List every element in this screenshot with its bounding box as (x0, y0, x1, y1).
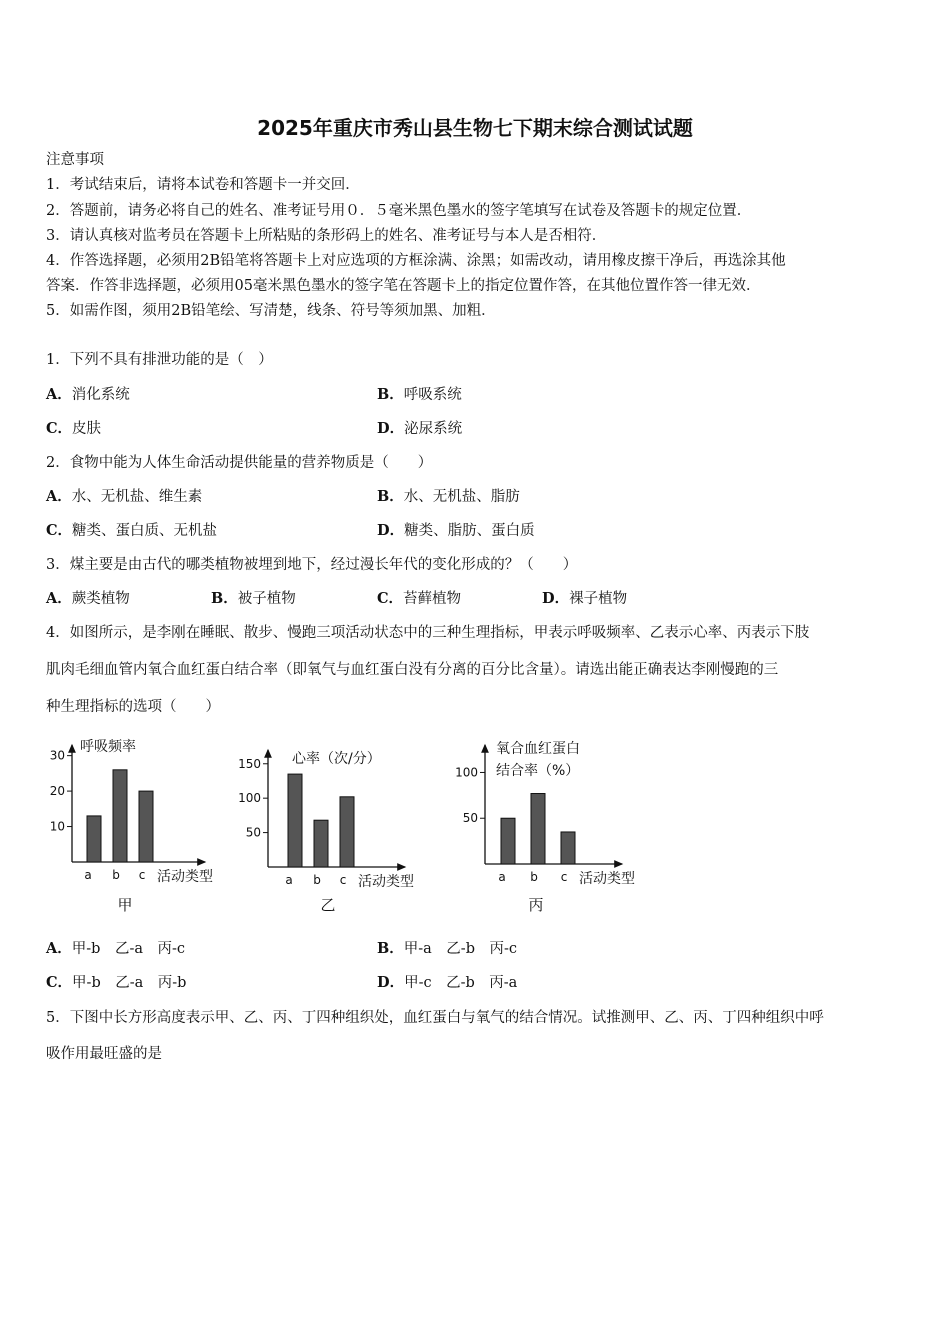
x-tick-label: c (560, 870, 568, 884)
x-tick-label: b (530, 870, 538, 884)
option-d[interactable]: D．甲-c 乙-b 丙-a (377, 974, 518, 991)
x-tick-label: a (84, 868, 92, 882)
bar (314, 820, 328, 867)
bar (531, 794, 545, 864)
y-axis-label: 结合率（%） (496, 763, 580, 779)
x-tick-label: a (498, 870, 506, 884)
option-a[interactable]: A．蕨类植物 (46, 590, 130, 607)
bar (340, 797, 354, 867)
question-stem: 2．食物中能为人体生命活动提供能量的营养物质是（ ） (46, 455, 433, 471)
chart-title: 丙 (528, 896, 544, 914)
bar (87, 816, 101, 862)
question-stem-line: 5．下图中长方形高度表示甲、乙、丙、丁四种组织处，血红蛋白与氧气的结合情况。试推测甲、乙、丙、丁四种组织中呼 (46, 1010, 824, 1026)
x-tick-label: b (313, 873, 321, 887)
y-tick-label: 50 (462, 811, 478, 826)
x-tick-label: a (285, 873, 293, 887)
chart-title: 乙 (320, 896, 336, 914)
option-a[interactable]: A．甲-b 乙-a 丙-c (46, 940, 186, 957)
option-d[interactable]: D．裸子植物 (542, 590, 628, 607)
bar (561, 832, 575, 864)
notice-item: 5．如需作图，须用2B铅笔绘、写清楚，线条、符号等须加黑、加粗． (46, 303, 496, 319)
y-tick-label: 100 (455, 765, 478, 780)
page-title: 2025年重庆市秀山县生物七下期末综合测试试题 (257, 116, 693, 140)
x-axis-label: 活动类型 (358, 874, 414, 890)
x-axis-label: 活动类型 (157, 869, 213, 885)
y-axis-label: 呼吸频率 (80, 739, 136, 755)
notice-item: 3．请认真核对监考员在答题卡上所粘贴的条形码上的姓名、准考证号与本人是否相符． (46, 228, 607, 244)
y-axis-label: 氧合血红蛋白 (496, 741, 580, 757)
y-axis-label: 心率（次/分） (292, 751, 381, 767)
option-a[interactable]: A．消化系统 (46, 386, 130, 403)
question-stem-line: 4．如图所示，是李刚在睡眠、散步、慢跑三项活动状态中的三种生理指标，甲表示呼吸频率、乙表示心率、丙表示下肢 (46, 625, 810, 641)
chart-title: 甲 (117, 896, 133, 914)
option-a[interactable]: A．水、无机盐、维生素 (46, 488, 203, 505)
option-d[interactable]: D．泌尿系统 (377, 420, 463, 437)
bar (113, 770, 127, 862)
y-tick-label: 100 (238, 791, 261, 806)
bar (288, 774, 302, 867)
question-stem: 1．下列不具有排泄功能的是（ ） (46, 352, 273, 368)
x-axis-label: 活动类型 (579, 871, 635, 887)
y-tick-label: 150 (238, 756, 261, 771)
x-tick-label: c (339, 873, 347, 887)
question-stem-line: 种生理指标的选项（ ） (46, 699, 220, 715)
question-stem-line: 吸作用最旺盛的是 (46, 1046, 162, 1062)
notice-item: 2．答题前，请务必将自己的姓名、准考证号用０．５毫米黑色墨水的签字笔填写在试卷及答题卡的规定位置． (46, 203, 752, 219)
option-c[interactable]: C．甲-b 乙-a 丙-b (46, 974, 187, 991)
bar-chart (455, 741, 635, 914)
y-tick-label: 10 (49, 819, 65, 834)
option-b[interactable]: B．呼吸系统 (377, 386, 462, 403)
bar-chart (50, 739, 213, 914)
notice-item: 答案．作答非选择题，必须用05毫米黑色墨水的签字笔在答题卡上的指定位置作答，在其他位置作答一律无效． (46, 278, 761, 294)
option-c[interactable]: C．苔藓植物 (377, 590, 462, 607)
notice-heading: 注意事项 (46, 152, 104, 168)
option-b[interactable]: B．被子植物 (211, 590, 296, 607)
bar (501, 818, 515, 864)
question-stem-line: 肌肉毛细血管内氧合血红蛋白结合率（即氧气与血红蛋白没有分离的百分比含量）。请选出能正确表达李刚慢跑的三 (46, 662, 779, 678)
option-c[interactable]: C．皮肤 (46, 420, 102, 437)
option-c[interactable]: C．糖类、蛋白质、无机盐 (46, 522, 218, 539)
option-b[interactable]: B．甲-a 乙-b 丙-c (377, 940, 518, 957)
charts-figure (40, 735, 660, 920)
bar-chart (238, 750, 414, 914)
y-tick-label: 30 (49, 748, 65, 763)
option-b[interactable]: B．水、无机盐、脂肪 (377, 488, 520, 505)
x-tick-label: b (112, 868, 120, 882)
question-stem: 3．煤主要是由古代的哪类植物被埋到地下，经过漫长年代的变化形成的？（ ） (46, 557, 578, 573)
x-tick-label: c (138, 868, 146, 882)
bar (139, 791, 153, 862)
y-tick-label: 20 (49, 784, 65, 799)
notice-item: 1．考试结束后，请将本试卷和答题卡一并交回． (46, 177, 360, 193)
y-tick-label: 50 (245, 825, 261, 840)
notice-item: 4．作答选择题，必须用2B铅笔将答题卡上对应选项的方框涂满、涂黑；如需改动，请用橡皮擦干净后，再选涂其他 (46, 253, 786, 269)
option-d[interactable]: D．糖类、脂肪、蛋白质 (377, 522, 535, 539)
